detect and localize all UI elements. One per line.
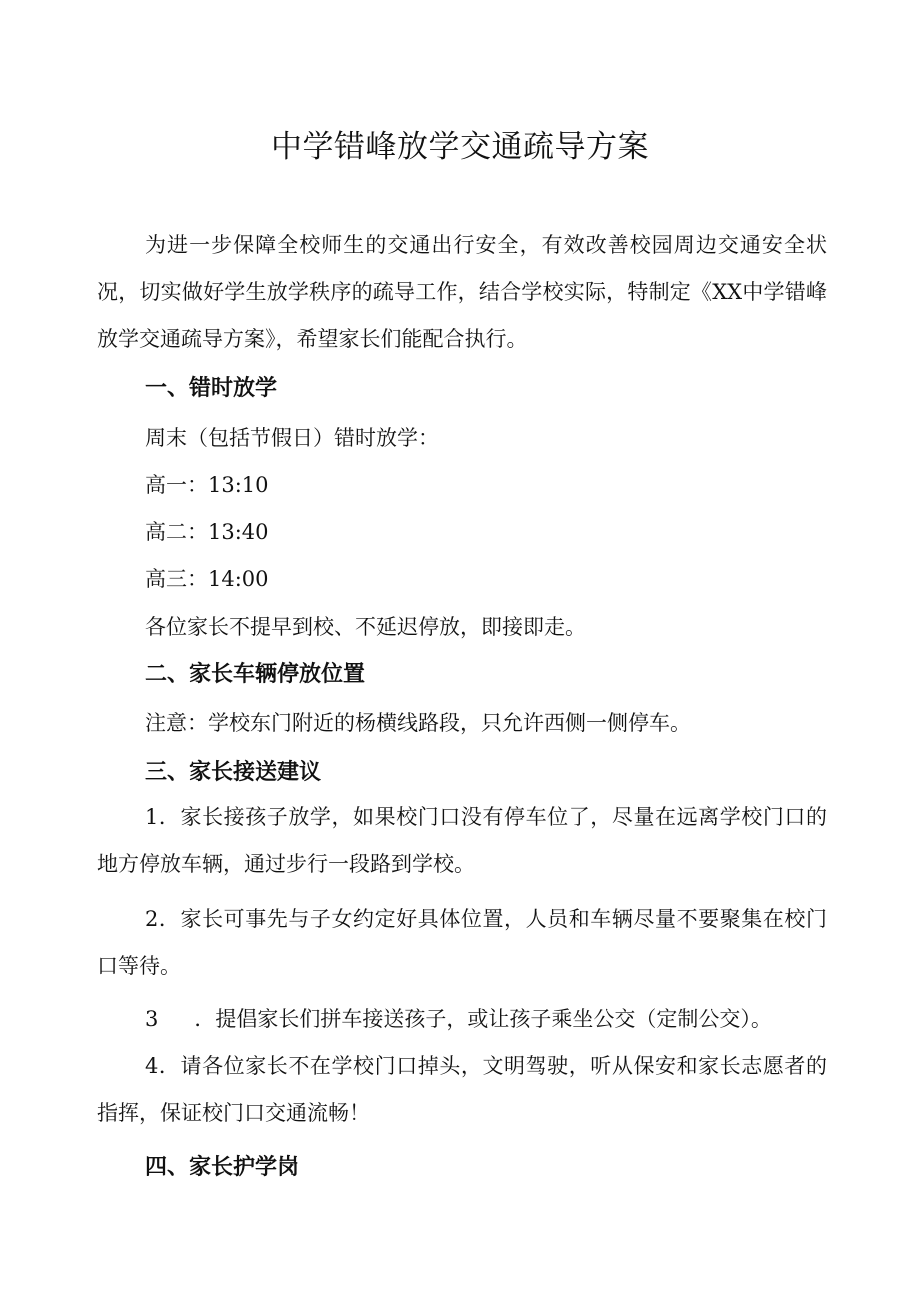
time-grade-11: 高二：13:40 [145,520,269,544]
suggestion-item-2: 2．家长可事先与子女约定好具体位置，人员和车辆尽量不要聚集在校门口等待。 [97,907,827,978]
suggestion-item-3-text: ．提倡家长们拼车接送孩子，或让孩子乘坐公交（定制公交）。 [194,1007,772,1031]
section-3-heading: 三、家长接送建议 [145,760,322,785]
section-2-heading: 二、家长车辆停放位置 [145,662,366,687]
section-4-heading: 四、家长护学岗 [145,1155,300,1180]
suggestion-item-1: 1．家长接孩子放学，如果校门口没有停车位了，尽量在远离学校门口的地方停放车辆，通过步行一段路到学校。 [97,805,827,876]
intro-paragraph: 为进一步保障全校师生的交通出行安全，有效改善校园周边交通安全状况，切实做好学生放学秩序的疏导工作，结合学校实际，特制定《XX中学错峰放学交通疏导方案》，希望家长们能配合执行。 [97,233,827,351]
time-grade-10: 高一：13:10 [145,473,269,497]
section-1-lead: 周末（包括节假日）错时放学： [145,426,439,450]
section-1-note: 各位家长不提早到校、不延迟停放，即接即走。 [145,615,586,639]
suggestion-item-3 [145,1004,772,1034]
document-title: 中学错峰放学交通疏导方案 [271,129,649,165]
time-grade-12: 高三：14:00 [145,567,269,591]
suggestion-item-4: 4．请各位家长不在学校门口掉头，文明驾驶，听从保安和家长志愿者的指挥，保证校门口交通流畅！ [97,1054,827,1125]
section-1-heading: 一、错时放学 [145,376,278,401]
section-2-note: 注意：学校东门附近的杨横线路段，只允许西侧一侧停车。 [145,711,691,735]
suggestion-item-3-number: 3 [145,1007,159,1031]
